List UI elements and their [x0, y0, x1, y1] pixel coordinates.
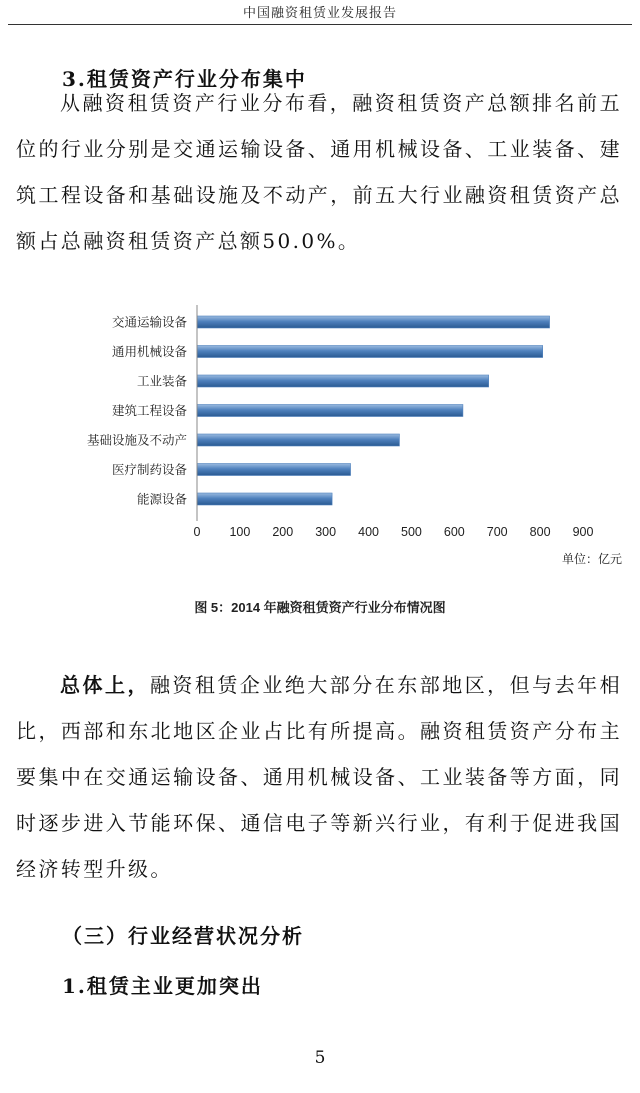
subsection-heading-1: 1.租赁主业更加突出: [62, 974, 263, 998]
category-label-4: 基础设施及不动产: [86, 432, 187, 448]
x-tick-label-0: 0: [193, 525, 201, 539]
x-tick-label-2: 200: [272, 525, 294, 539]
x-tick-label-3: 300: [315, 525, 337, 539]
bar-1: [197, 346, 543, 358]
paragraph-industry-distribution: 从融资租赁资产行业分布看，融资租赁资产总额排名前五位的行业分别是交通运输设备、通用机械设备、工业装备、建筑工程设备和基础设施及不动产，前五大行业融资租赁资产总额占总融资租赁资产总额50.0%。: [16, 91, 622, 253]
x-tick-label-5: 500: [401, 525, 422, 539]
summary-lead: 总体上，: [60, 673, 150, 697]
category-label-3: 建筑工程设备: [111, 403, 187, 418]
x-tick-label-1: 100: [229, 525, 251, 539]
bar-6: [197, 493, 332, 505]
bar-3: [197, 405, 463, 417]
summary-body: 融资租赁企业绝大部分在东部地区，但与去年相比，西部和东北地区企业占比有所提高。融资租赁资产分布主要集中在交通运输设备、通用机械设备、工业装备等方面，同时逐步进入节能环保、通信电子等新兴行业，有利于促进我国经济转型升级。: [16, 673, 622, 881]
chart-unit-label: 单位：亿元: [562, 552, 623, 566]
page-number: 5: [314, 1048, 326, 1068]
bar-2: [197, 375, 489, 387]
x-tick-label-9: 900: [572, 525, 594, 539]
x-tick-label-4: 400: [358, 525, 379, 539]
x-tick-label-8: 800: [529, 525, 551, 539]
bar-5: [197, 464, 351, 476]
x-tick-label-6: 600: [443, 525, 465, 539]
x-tick-label-7: 700: [486, 525, 508, 539]
figure-caption: 图 5：2014 年融资租赁资产行业分布情况图: [194, 600, 446, 615]
bar-4: [197, 434, 399, 446]
running-header: 中国融资租赁业发展报告: [242, 6, 397, 21]
category-label-5: 医疗制药设备: [111, 462, 187, 477]
industry-distribution-bar-chart: [0, 300, 640, 580]
category-label-1: 通用机械设备: [111, 344, 187, 359]
category-label-6: 能源设备: [136, 491, 187, 507]
header-rule: [8, 24, 632, 25]
category-label-2: 工业装备: [136, 373, 187, 389]
paragraph-summary: [16, 662, 622, 892]
category-label-0: 交通运输设备: [111, 314, 187, 330]
section-heading-3: 3.租赁资产行业分布集中: [62, 67, 307, 91]
section-heading-three: （三）行业经营状况分析: [62, 924, 304, 948]
bar-0: [197, 316, 550, 328]
